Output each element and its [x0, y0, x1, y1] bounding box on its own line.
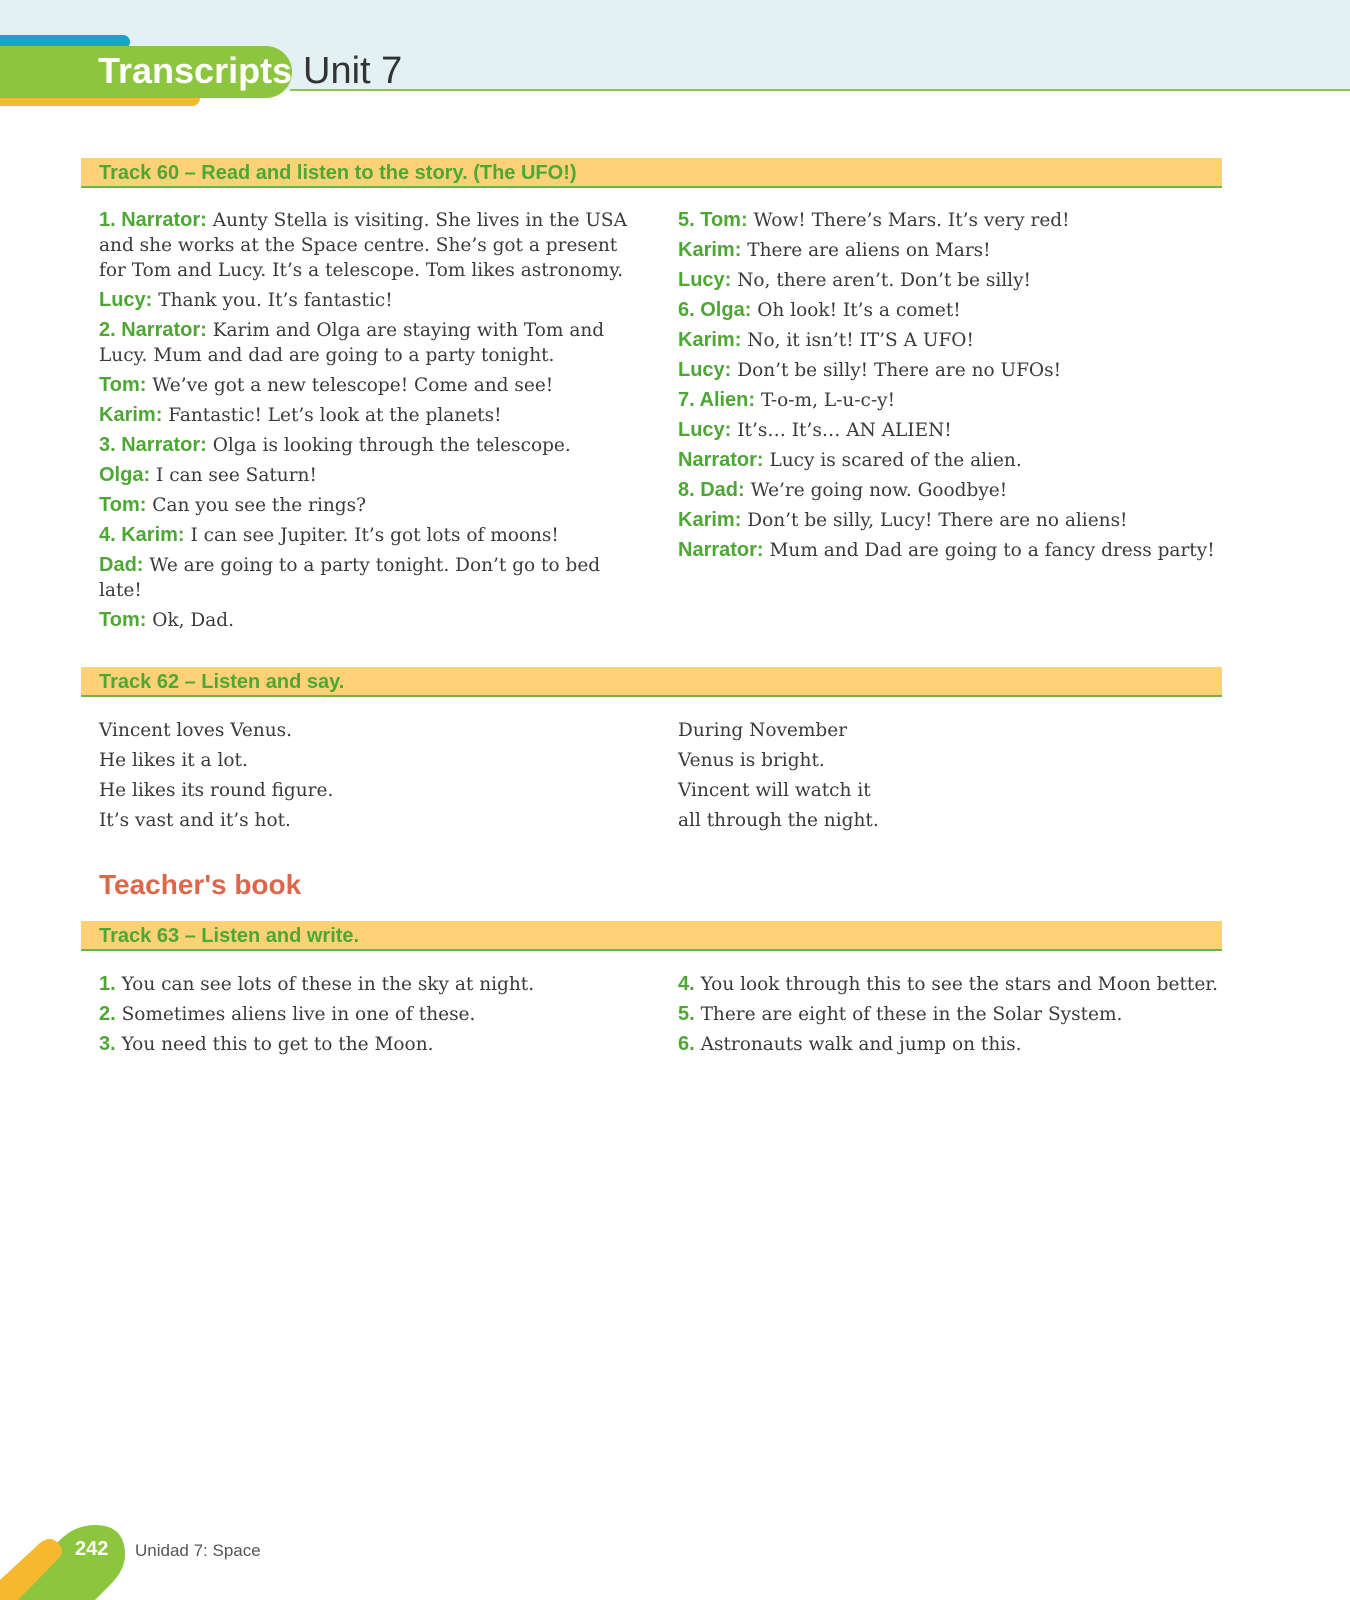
- speaker-label: 5.: [678, 1003, 695, 1025]
- speaker-label: Olga:: [99, 464, 151, 486]
- dialog-text: We’ve got a new telescope! Come and see!: [152, 375, 554, 396]
- speaker-label: 6.: [678, 1033, 695, 1055]
- dialog-text: No, there aren’t. Don’t be silly!: [737, 270, 1031, 291]
- dialog-line: [99, 403, 629, 428]
- dialog-text: You need this to get to the Moon.: [121, 1034, 434, 1055]
- track-62-left-column: [99, 718, 629, 838]
- speaker-label: Karim:: [678, 509, 742, 531]
- speaker-label: Tom:: [99, 374, 147, 396]
- speaker-label: Tom:: [99, 609, 147, 631]
- speaker-label: Lucy:: [678, 269, 732, 291]
- dialog-text: It’s… It’s… AN ALIEN!: [737, 420, 952, 441]
- dialog-line: [678, 358, 1223, 383]
- track-63-left-column: [99, 972, 629, 1062]
- dialog-text: I can see Jupiter. It’s got lots of moons!: [190, 525, 559, 546]
- dialog-line: [99, 288, 629, 313]
- dialog-line: [99, 373, 629, 398]
- dialog-line: [99, 553, 629, 603]
- dialog-line: [99, 318, 629, 368]
- speaker-label: 7. Alien:: [678, 389, 756, 411]
- speaker-label: 3. Narrator:: [99, 434, 207, 456]
- poem-line: all through the night.: [678, 810, 879, 831]
- page-number: 242: [75, 1538, 109, 1560]
- dialog-line: [678, 508, 1223, 533]
- dialog-line: [678, 298, 1223, 323]
- speaker-label: Lucy:: [678, 359, 732, 381]
- dialog-line: [99, 208, 629, 283]
- dialog-line: [99, 1032, 629, 1057]
- teachers-book-heading: Teacher's book: [99, 869, 302, 900]
- dialog-text: There are eight of these in the Solar System.: [700, 1004, 1123, 1025]
- poem-line: Vincent loves Venus.: [99, 720, 293, 741]
- dialog-line: [678, 418, 1223, 443]
- poem-line: Venus is bright.: [678, 750, 825, 771]
- dialog-text: Can you see the rings?: [152, 495, 367, 516]
- unit-title: Unit 7: [303, 50, 403, 92]
- footer-label: Unidad 7: Space: [135, 1541, 261, 1560]
- dialog-line: [99, 523, 629, 548]
- dialog-text: Aunty Stella is visiting. She lives in the USA and she works at the Space centre. She’s got a present for Tom and Lucy. It’s a telescope. Tom likes astronomy.: [99, 210, 627, 281]
- dialog-text: I can see Saturn!: [156, 465, 317, 486]
- dialog-text: Sometimes aliens live in one of these.: [121, 1004, 476, 1025]
- track-60-right-column: [678, 208, 1223, 568]
- speaker-label: 1.: [99, 973, 116, 995]
- track-62-right-column: [678, 718, 1223, 838]
- dialog-line: [678, 268, 1223, 293]
- poem-line: He likes its round figure.: [99, 780, 334, 801]
- dialog-text: Wow! There’s Mars. It’s very red!: [753, 210, 1070, 231]
- track-63-right-column: [678, 972, 1223, 1062]
- speaker-label: 4. Karim:: [99, 524, 185, 546]
- dialog-text: Olga is looking through the telescope.: [212, 435, 571, 456]
- dialog-line: [678, 478, 1223, 503]
- speaker-label: Narrator:: [678, 449, 764, 471]
- speaker-label: Karim:: [678, 329, 742, 351]
- dialog-text: Karim and Olga are staying with Tom and Lucy. Mum and dad are going to a party tonight.: [99, 320, 605, 366]
- speaker-label: Narrator:: [678, 539, 764, 561]
- dialog-text: We are going to a party tonight. Don’t go to bed late!: [99, 555, 601, 601]
- dialog-line: [678, 538, 1223, 563]
- dialog-text: You can see lots of these in the sky at night.: [121, 974, 535, 995]
- track-60-heading: Track 60 – Read and listen to the story. (The UFO!): [99, 162, 577, 184]
- track-62-heading-bar: [81, 667, 1222, 697]
- dialog-line: [99, 972, 629, 997]
- dialog-text: We’re going now. Goodbye!: [750, 480, 1008, 501]
- speaker-label: 1. Narrator:: [99, 209, 207, 231]
- speaker-label: 2.: [99, 1003, 116, 1025]
- track-60-left-column: [99, 208, 629, 638]
- track-63-heading-bar: [81, 921, 1222, 951]
- dialog-text: Lucy is scared of the alien.: [769, 450, 1022, 471]
- dialog-line: [678, 238, 1223, 263]
- speaker-label: 4.: [678, 973, 695, 995]
- dialog-line: [99, 1002, 629, 1027]
- speaker-label: 5. Tom:: [678, 209, 748, 231]
- dialog-text: Mum and Dad are going to a fancy dress party!: [769, 540, 1215, 561]
- speaker-label: Tom:: [99, 494, 147, 516]
- dialog-line: [99, 463, 629, 488]
- track-63-heading: Track 63 – Listen and write.: [99, 925, 360, 947]
- dialog-text: Astronauts walk and jump on this.: [700, 1034, 1022, 1055]
- dialog-line: [99, 493, 629, 518]
- header-rule: [290, 89, 1350, 91]
- dialog-line: [678, 328, 1223, 353]
- speaker-label: Lucy:: [99, 289, 153, 311]
- dialog-line: [678, 208, 1223, 233]
- dialog-line: [678, 388, 1223, 413]
- poem-line: During November: [678, 720, 848, 741]
- speaker-label: Lucy:: [678, 419, 732, 441]
- speaker-label: 2. Narrator:: [99, 319, 207, 341]
- track-62-heading: Track 62 – Listen and say.: [99, 671, 345, 693]
- dialog-text: Ok, Dad.: [152, 610, 235, 631]
- dialog-line: [678, 1002, 1223, 1027]
- dialog-text: Thank you. It’s fantastic!: [158, 290, 393, 311]
- dialog-text: Oh look! It’s a comet!: [757, 300, 961, 321]
- speaker-label: Karim:: [99, 404, 163, 426]
- speaker-label: Dad:: [99, 554, 144, 576]
- dialog-text: T-o-m, L-u-c-y!: [760, 390, 896, 411]
- dialog-text: Fantastic! Let’s look at the planets!: [168, 405, 502, 426]
- dialog-text: There are aliens on Mars!: [747, 240, 991, 261]
- dialog-line: [678, 972, 1223, 997]
- poem-line: It’s vast and it’s hot.: [99, 810, 291, 831]
- dialog-text: No, it isn’t! IT’S A UFO!: [747, 330, 974, 351]
- dialog-text: Don’t be silly, Lucy! There are no aliens!: [747, 510, 1128, 531]
- page-title: Transcripts: [98, 50, 293, 91]
- speaker-label: Karim:: [678, 239, 742, 261]
- dialog-text: You look through this to see the stars and Moon better.: [700, 974, 1218, 995]
- dialog-line: [678, 448, 1223, 473]
- track-60-heading-bar: [81, 158, 1222, 188]
- dialog-line: [678, 1032, 1223, 1057]
- speaker-label: 8. Dad:: [678, 479, 745, 501]
- dialog-line: [99, 608, 629, 633]
- speaker-label: 3.: [99, 1033, 116, 1055]
- poem-line: He likes it a lot.: [99, 750, 248, 771]
- speaker-label: 6. Olga:: [678, 299, 752, 321]
- dialog-line: [99, 433, 629, 458]
- poem-line: Vincent will watch it: [678, 780, 871, 801]
- footer-page-badge: [0, 1525, 130, 1600]
- dialog-text: Don’t be silly! There are no UFOs!: [737, 360, 1062, 381]
